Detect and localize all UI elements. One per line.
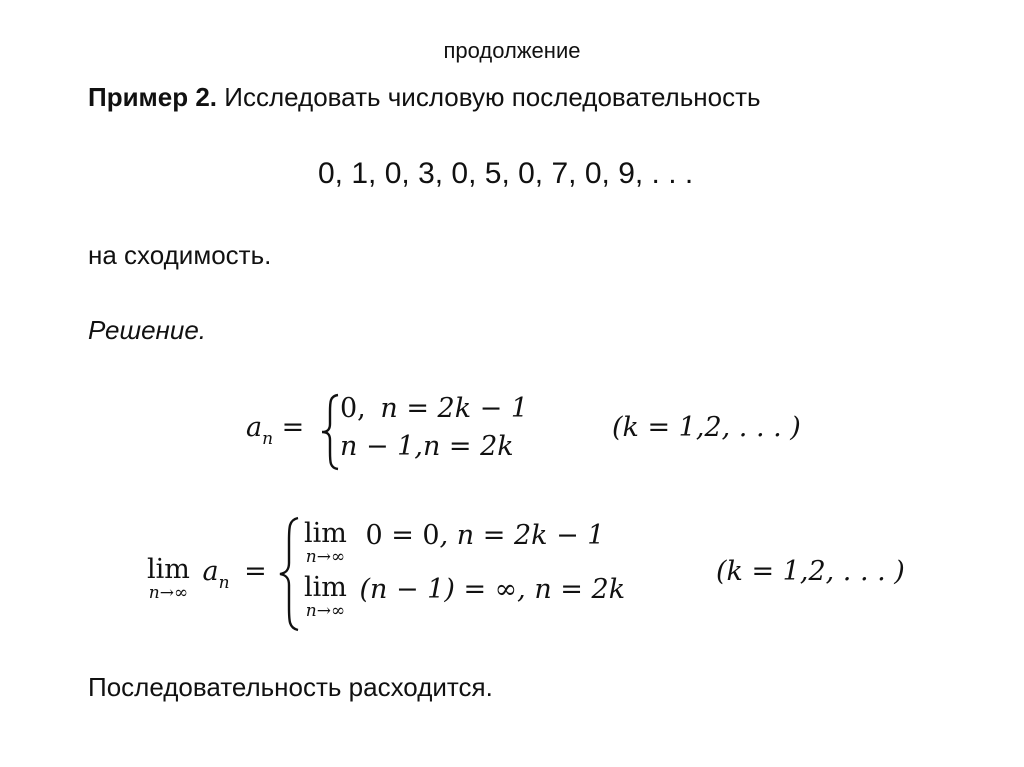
formula2-lhs-limit xyxy=(147,556,190,602)
formula1-case2-condition: n = 2k xyxy=(422,431,514,462)
formula2-case1-expr: 0 = 0 xyxy=(365,520,440,551)
formula2-range: (k = 1,2, . . . ) xyxy=(716,556,905,587)
formula2-case2-condition: , n = 2k xyxy=(517,574,626,605)
formula1-case1-value: 0, xyxy=(340,393,366,424)
formula1-lhs xyxy=(246,412,305,449)
formula2-case1-lim: lim xyxy=(304,518,347,549)
formula2-case1-lim-sub: n→∞ xyxy=(305,547,346,567)
formula2-lhs-var: a xyxy=(202,556,219,587)
formula2-lhs-lim: lim xyxy=(147,554,190,585)
formula1-case2 xyxy=(340,431,514,462)
formula2-brace-icon xyxy=(276,515,302,633)
slide-header: продолжение xyxy=(443,38,581,63)
formula2-case2 xyxy=(304,574,625,620)
formula2-case1-limit xyxy=(304,520,347,566)
conclusion-text: Последовательность расходится. xyxy=(88,672,493,702)
formula2-equals: = xyxy=(244,556,267,587)
convergence-text: на сходимость. xyxy=(88,240,272,270)
formula1-brace-icon xyxy=(318,392,342,472)
example-text: Исследовать числовую последовательность xyxy=(224,82,761,112)
formula1-lhs-sub: n xyxy=(262,429,274,449)
formula1-case1 xyxy=(340,393,528,424)
formula1-range: (k = 1,2, . . . ) xyxy=(612,412,801,443)
formula1-case2-value: n − 1, xyxy=(340,431,423,462)
sequence-display: 0, 1, 0, 3, 0, 5, 0, 7, 0, 9, . . . xyxy=(318,157,694,190)
example-label: Пример 2. xyxy=(88,82,218,112)
formula2-case1 xyxy=(304,520,604,566)
formula2-lhs xyxy=(147,556,267,602)
solution-label: Решение. xyxy=(88,315,207,345)
formula2-case2-expr: (n − 1) = ∞ xyxy=(359,574,518,605)
formula1-lhs-var: a xyxy=(246,412,263,443)
formula2-case1-condition: , n = 2k − 1 xyxy=(439,520,605,551)
formula2-case2-lim-sub: n→∞ xyxy=(305,601,346,621)
formula2-lhs-sub: n xyxy=(218,573,230,593)
formula2-lhs-lim-sub: n→∞ xyxy=(148,583,189,603)
formula1-equals: = xyxy=(281,412,305,443)
example-heading xyxy=(88,82,761,113)
formula2-case2-lim: lim xyxy=(304,572,347,603)
formula2-case2-limit xyxy=(304,574,347,620)
formula1-case1-condition: n = 2k − 1 xyxy=(380,393,529,424)
